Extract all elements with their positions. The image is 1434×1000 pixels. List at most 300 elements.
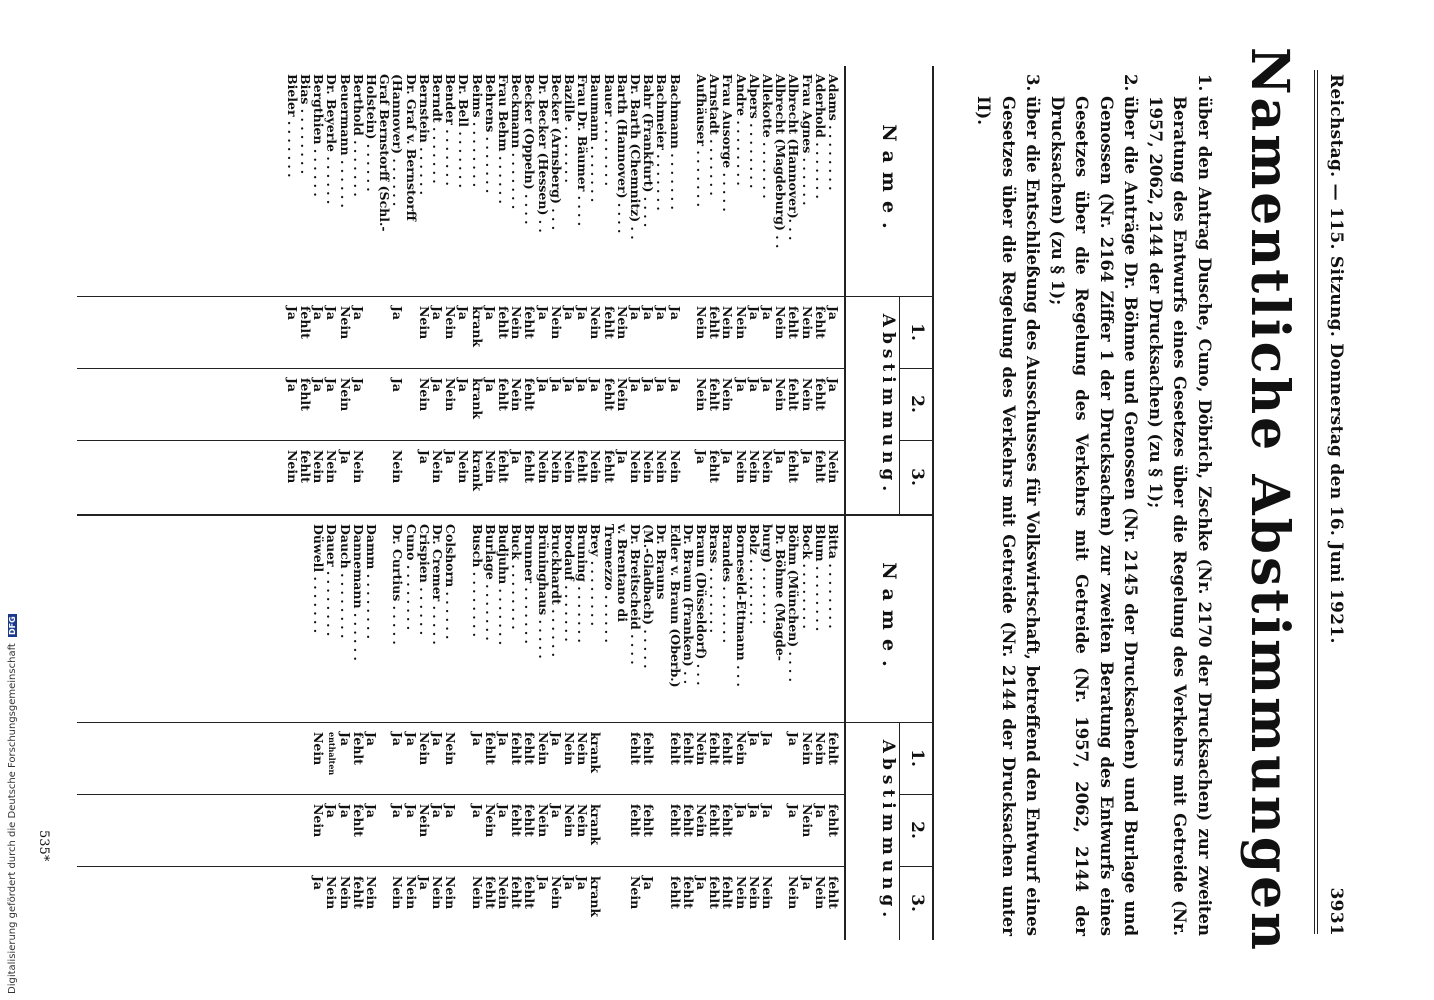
member-name: Dr. Bell . . . . . . . xyxy=(456,74,472,188)
vote-3-value: Ja xyxy=(416,876,432,891)
header-rule-2 xyxy=(1314,70,1315,934)
table-row xyxy=(655,66,668,514)
table-row xyxy=(761,516,774,940)
table-header xyxy=(844,516,932,940)
vote-topic-3 xyxy=(971,74,1045,936)
vote-2-value: fehlt xyxy=(707,378,723,411)
member-name: Busch . . . . . . . . xyxy=(469,524,485,638)
member-name: Bitta . . . . . . . . xyxy=(826,524,841,629)
member-name: Frau Agnes . . . . . . xyxy=(799,74,815,206)
member-name: Buck . . . . . . . . xyxy=(509,524,525,630)
vote-1-value: fehlt xyxy=(707,732,723,765)
member-name: Baumann . . . . . . . xyxy=(588,74,604,203)
table-row xyxy=(800,66,813,514)
vote-3-value: fehlt xyxy=(812,450,828,483)
table-row xyxy=(589,66,602,514)
table-row xyxy=(695,516,708,940)
member-name: Dr. Cremer . . . . . xyxy=(430,524,445,645)
member-name: Frau Ausorge . . . . . xyxy=(720,74,736,212)
vote-2-value: Ja xyxy=(324,804,340,819)
member-name: Dr. Curtius . . . . . xyxy=(390,524,406,645)
table-row xyxy=(497,516,510,940)
member-name: Beims . . . . . . . . xyxy=(469,74,485,188)
member-name: Bergthien . . . . . . xyxy=(311,74,327,197)
vote-2-value: Nein xyxy=(311,804,327,838)
vote-1-value: fehlt xyxy=(720,732,736,765)
member-name: (M.-Gladbach) . . . . . xyxy=(641,524,657,669)
vote-3-value: fehlt xyxy=(522,450,538,483)
table-row xyxy=(734,516,747,940)
vote-1-value: Ja xyxy=(575,306,591,321)
vote-1-value: Nein xyxy=(562,732,577,766)
vote-1-value: Ja xyxy=(337,732,353,747)
vote-1-value: fehlt xyxy=(680,732,696,765)
vote-2-value: Ja xyxy=(496,804,511,819)
vote-table-right xyxy=(77,514,934,940)
vote-3-value: Nein xyxy=(733,876,749,910)
vote-2-value: Nein xyxy=(694,804,709,838)
vote-1-value: Ja xyxy=(667,306,683,321)
vote-1-value: Nein xyxy=(337,306,353,340)
vote-1-value: fehlt xyxy=(522,306,538,339)
vote-1-value: Nein xyxy=(773,306,789,340)
vote-2-value: Nein xyxy=(337,378,353,412)
vote-2-value: Ja xyxy=(430,804,445,819)
vote-1-value: fehlt xyxy=(812,306,828,339)
member-name: Blum . . . . . . . . xyxy=(812,524,828,632)
table-row xyxy=(457,66,470,514)
vote-1-value: fehlt xyxy=(641,732,657,765)
digitization-credit xyxy=(7,614,18,994)
vote-topic-2 xyxy=(1045,74,1143,936)
member-name: Brüninghaus . . . . . xyxy=(535,524,551,659)
table-row xyxy=(536,516,549,940)
table-row xyxy=(814,66,827,514)
vote-column-header-2: 2. xyxy=(907,395,927,413)
table-row xyxy=(668,66,681,514)
table-row xyxy=(523,516,536,940)
vote-2-value: fehlt xyxy=(298,378,313,411)
member-name: Frau Dr. Bäumer . . . . xyxy=(575,74,591,227)
vote-2-value: Nein xyxy=(416,804,432,838)
vote-1-value: Nein xyxy=(694,732,709,766)
member-name: Bahr (Frankfurt) . . . . xyxy=(641,74,657,228)
vote-1-value: fehlt xyxy=(628,732,643,765)
vote-3-value: Nein xyxy=(430,450,445,484)
vote-2-value: Ja xyxy=(733,378,749,393)
vote-2-value: Nein xyxy=(562,804,577,838)
vote-3-value: fehlt xyxy=(350,876,366,909)
vote-2-value: Nein xyxy=(535,804,551,838)
table-row xyxy=(787,516,800,940)
member-name: Becker (Oppeln) . . . . xyxy=(522,74,538,225)
vote-1-value: Ja xyxy=(456,306,472,321)
vote-3-value: Ja xyxy=(641,876,657,891)
vote-3-value: fehlt xyxy=(496,450,511,483)
vote-2-value: Ja xyxy=(364,804,379,819)
vote-1-value: Nein xyxy=(720,306,736,340)
member-name: Behrens . . . . . . . xyxy=(482,74,498,194)
vote-3-value: fehlt xyxy=(482,876,498,909)
table-row xyxy=(404,516,417,940)
member-name: Dr. Barth (Chemnitz) . . xyxy=(628,74,643,240)
vote-3-value: fehlt xyxy=(667,876,683,909)
member-name: Bachmeier . . . . . . . xyxy=(654,74,670,211)
vote-1-value: fehlt xyxy=(522,732,538,765)
vote-2-value: Ja xyxy=(746,378,762,393)
table-row xyxy=(325,516,338,940)
member-name: (Hannover) . . . . . . xyxy=(390,74,406,207)
table-row xyxy=(827,66,840,514)
table-row xyxy=(338,66,351,514)
vote-2-value: Ja xyxy=(654,378,670,393)
vote-column-header-3: 3. xyxy=(907,468,927,486)
table-body xyxy=(77,516,846,940)
table-row xyxy=(682,516,695,940)
table-row xyxy=(827,516,840,940)
vote-1-value: Nein xyxy=(548,306,564,340)
vote-topic-list xyxy=(971,74,1216,936)
table-row xyxy=(563,516,576,940)
vote-1-value: Ja xyxy=(826,306,841,321)
vote-1-value: fehlt xyxy=(601,306,617,339)
vote-2-value: fehlt xyxy=(786,378,802,411)
vote-2-value: fehlt xyxy=(720,804,736,837)
vote-3-value: Ja xyxy=(799,450,815,465)
vote-2-value: fehlt xyxy=(522,804,538,837)
vote-3-value: Ja xyxy=(799,876,815,891)
vote-2-value: Nein xyxy=(694,378,709,412)
table-row xyxy=(550,66,563,514)
vote-topic-text: über die Entschließung des Ausschusses für Volkswirtschaft, betreffend den Entwurf eines Gesetzes über die Regelung des Verkehrs mit Getreide (Nr. 2144 der Drucksachen unter II). xyxy=(974,96,1043,936)
credit-text: Digitalisierung gefördert durch die Deutsche Forschungsgemeinschaft xyxy=(7,643,18,994)
table-row xyxy=(721,516,734,940)
member-name: Braun (Düsseldorf) . . . xyxy=(694,524,709,686)
vote-2-value: Ja xyxy=(350,378,366,393)
vote-1-value: fehlt xyxy=(350,732,366,765)
member-name: Aderhold . . . . . . . xyxy=(812,74,828,199)
table-row xyxy=(312,516,325,940)
running-head xyxy=(1324,74,1346,936)
member-name: Bruning . . . . . . . xyxy=(575,524,591,643)
vote-1-value: Ja xyxy=(760,306,775,321)
vote-1-value: Nein xyxy=(799,732,815,766)
member-name: v. Brentano di xyxy=(614,524,630,623)
vote-2-value: fehlt xyxy=(509,804,525,837)
table-row xyxy=(418,516,431,940)
vote-2-value: Nein xyxy=(509,378,525,412)
vote-topic-number: 3. xyxy=(1023,74,1043,92)
table-row xyxy=(602,516,615,940)
vote-3-value: Nein xyxy=(535,450,551,484)
member-name: Brunner . . . . . . . xyxy=(522,524,538,644)
vote-3-value: fehlt xyxy=(720,876,736,909)
vote-3-value: Nein xyxy=(324,876,340,910)
member-name: Böhm (München) . . . . xyxy=(786,524,802,682)
signature-mark: 535* xyxy=(36,830,51,862)
table-row xyxy=(629,516,642,940)
table-row xyxy=(550,516,563,940)
vote-2-value: Ja xyxy=(786,804,802,819)
table-row xyxy=(312,66,325,514)
table-row xyxy=(536,66,549,514)
vote-3-value: Ja xyxy=(443,450,459,465)
vote-2-value: Ja xyxy=(812,804,828,819)
vote-2-value: fehlt xyxy=(601,378,617,411)
table-row xyxy=(734,66,747,514)
vote-1-value: Ja xyxy=(628,306,643,321)
vote-2-value: Ja xyxy=(588,378,604,393)
vote-2-value: Ja xyxy=(535,378,551,393)
vote-2-value: fehlt xyxy=(350,804,366,837)
member-name: Bender . . . . . . . xyxy=(443,74,459,186)
member-name: Düwell . . . . . . . xyxy=(311,524,327,634)
table-row xyxy=(721,66,734,514)
member-name: Burlage . . . . . . . xyxy=(482,524,498,641)
vote-3-value: Nein xyxy=(562,450,577,484)
vote-3-value: Nein xyxy=(390,450,406,484)
vote-1-value: Ja xyxy=(562,306,577,321)
table-row xyxy=(523,66,536,514)
member-name: Beuermann . . . . . . xyxy=(337,74,353,208)
vote-2-value: Ja xyxy=(548,804,564,819)
table-row xyxy=(286,66,299,514)
vote-2-value: Ja xyxy=(443,804,459,819)
member-name: Budjuhn . . . . . . . xyxy=(496,524,511,646)
vote-3-value: Nein xyxy=(548,450,564,484)
table-row xyxy=(708,66,721,514)
name-column-header: Name. xyxy=(878,562,900,676)
vote-table-left xyxy=(77,66,934,514)
member-name: Dr. Beyerle . . . . . . xyxy=(324,74,340,205)
vote-3-value: Ja xyxy=(694,876,709,891)
table-row xyxy=(378,516,391,940)
vote-1-value: fehlt xyxy=(707,306,723,339)
vote-topic-number: 1. xyxy=(1195,74,1214,92)
table-row xyxy=(470,516,483,940)
member-name: Dauch . . . . . . . . xyxy=(337,524,353,639)
vote-2-value: Ja xyxy=(469,804,485,819)
vote-3-value: Nein xyxy=(496,876,511,910)
member-name: Berthold . . . . . . . xyxy=(350,74,366,197)
vote-1-value: Nein xyxy=(443,306,459,340)
vote-2-value: Nein xyxy=(799,804,815,838)
vote-2-value: Nein xyxy=(443,378,459,412)
vote-2-value: Ja xyxy=(760,804,775,819)
table-row xyxy=(668,516,681,940)
member-name: Bruckhardt . . . . . . xyxy=(548,524,564,658)
vote-3-value: Ja xyxy=(535,876,551,891)
vote-3-value: fehlt xyxy=(707,450,723,483)
table-row xyxy=(484,516,497,940)
vote-3-value: Nein xyxy=(746,876,762,910)
vote-2-value: fehlt xyxy=(812,378,828,411)
vote-3-value: Nein xyxy=(628,450,643,484)
vote-2-value: Ja xyxy=(667,378,683,393)
member-name: Brodauf . . . . . . . xyxy=(562,524,577,642)
vote-1-value: fehlt xyxy=(667,732,683,765)
vote-1-value: krank xyxy=(588,732,604,774)
member-name: Tremezzo . . . . . . xyxy=(601,524,617,643)
vote-2-value: Ja xyxy=(826,378,841,393)
member-name: burg) . . . . . . . xyxy=(760,524,775,624)
table-row xyxy=(576,516,589,940)
table-row xyxy=(431,516,444,940)
vote-2-value: krank xyxy=(469,378,485,420)
table-row xyxy=(365,516,378,940)
vote-3-value: Nein xyxy=(733,450,749,484)
vote-1-value: Ja xyxy=(548,732,564,747)
vote-1-value: Nein xyxy=(416,732,432,766)
table-row xyxy=(391,516,404,940)
vote-1-value: Nein xyxy=(588,306,604,340)
vote-1-value: fehlt xyxy=(298,306,313,339)
table-row xyxy=(655,516,668,940)
table-row xyxy=(404,66,417,514)
vote-3-value: Nein xyxy=(311,450,327,484)
vote-3-value: Nein xyxy=(403,876,419,910)
table-row xyxy=(682,66,695,514)
vote-column-header-1: 1. xyxy=(907,749,927,767)
member-name: Becker (Arnsberg) . . . xyxy=(548,74,564,231)
vote-3-value: Nein xyxy=(324,450,340,484)
vote-column-header-3: 3. xyxy=(907,894,927,912)
vote-2-value: fehlt xyxy=(496,378,511,411)
vote-1-value: Ja xyxy=(760,732,775,747)
table-row xyxy=(457,516,470,940)
vote-1-value: Nein xyxy=(311,732,327,766)
vote-3-value: fehlt xyxy=(575,450,591,483)
table-row xyxy=(748,516,761,940)
vote-3-value: fehlt xyxy=(522,876,538,909)
table-row xyxy=(602,66,615,514)
abstimmung-header: Abstimmung. xyxy=(877,722,900,940)
vote-3-value: Nein xyxy=(430,876,445,910)
member-name: Dannemann . . . . . . xyxy=(350,524,366,661)
vote-2-value: Ja xyxy=(575,378,591,393)
member-name: Damm . . . . . . . . xyxy=(364,524,379,640)
vote-1-value: Ja xyxy=(482,306,498,321)
vote-3-value: Nein xyxy=(284,450,300,484)
table-row xyxy=(325,66,338,514)
vote-1-value: Nein xyxy=(509,306,525,340)
vote-3-value: Ja xyxy=(337,450,353,465)
vote-topic-number: 2. xyxy=(1121,74,1141,92)
vote-3-value: fehlt xyxy=(680,876,696,909)
vote-2-value: Ja xyxy=(284,378,300,393)
vote-3-value: fehlt xyxy=(786,450,802,483)
table-row xyxy=(444,516,457,940)
vote-2-value: fehlt xyxy=(667,804,683,837)
table-row xyxy=(589,516,602,940)
vote-1-value: Ja xyxy=(390,306,406,321)
table-row xyxy=(787,66,800,514)
vote-3-value: Nein xyxy=(826,450,841,484)
vote-2-value: Ja xyxy=(733,804,749,819)
member-name: Edler v. Braun (Oberb.) xyxy=(667,524,683,688)
vote-2-value: Ja xyxy=(337,804,353,819)
vote-1-value: Ja xyxy=(350,306,366,321)
vote-3-value: Ja xyxy=(720,450,736,465)
vote-3-value: Ja xyxy=(562,876,577,891)
member-name: Bias . . . . . . . . xyxy=(298,74,313,175)
vote-2-value: Nein xyxy=(773,378,789,412)
vote-3-value: Nein xyxy=(469,876,485,910)
vote-1-value: Nein xyxy=(733,732,749,766)
member-name: Dr. Braun (Franken) . . xyxy=(680,524,696,685)
member-name: Bolz . . . . . . . . xyxy=(746,524,762,625)
table-row xyxy=(299,66,312,514)
vote-2-value: krank xyxy=(588,804,604,846)
vote-1-value: Ja xyxy=(786,732,802,747)
member-name: Holstein) . . . . . . xyxy=(364,74,379,192)
member-name: Brandes . . . . . . . xyxy=(720,524,736,643)
vote-2-value: fehlt xyxy=(826,804,841,837)
table-row xyxy=(695,66,708,514)
vote-1-value: Ja xyxy=(364,732,379,747)
vote-3-value: Nein xyxy=(760,876,775,910)
name-column-header: Name. xyxy=(878,124,900,238)
member-name: Barth (Hannover) . . . . xyxy=(614,74,630,234)
vote-2-value: Ja xyxy=(390,378,406,393)
vote-3-value: Nein xyxy=(667,450,683,484)
vote-2-value: Ja xyxy=(456,378,472,393)
table-row xyxy=(576,66,589,514)
vote-3-value: Nein xyxy=(641,450,657,484)
vote-3-value: Nein xyxy=(390,876,406,910)
vote-1-value: fehlt xyxy=(509,732,525,765)
vote-column-header-1: 1. xyxy=(907,323,927,341)
member-name: Graf Bernstorff (Schl.- xyxy=(377,74,393,232)
table-row xyxy=(616,516,629,940)
vote-1-value: Nein xyxy=(416,306,432,340)
member-name: Berndt . . . . . . . xyxy=(430,74,445,184)
vote-2-value: Ja xyxy=(760,378,775,393)
member-name: Dr. Böhme (Magde- xyxy=(773,524,789,661)
dfg-logo: DFG xyxy=(8,616,17,635)
vote-3-value: Nein xyxy=(350,450,366,484)
vote-3-value: fehlt xyxy=(707,876,723,909)
vote-1-value: Ja xyxy=(641,306,657,321)
member-name: Aufhäuser . . . . . . . xyxy=(694,74,709,207)
member-name: Colshorn . . . . . . xyxy=(443,524,459,640)
vote-1-value: krank xyxy=(469,306,485,348)
member-name: Bazille . . . . . . . xyxy=(562,74,577,183)
vote-1-value: Nein xyxy=(535,732,551,766)
vote-2-value: fehlt xyxy=(522,378,538,411)
vote-2-value: Nein xyxy=(614,378,630,412)
vote-1-value: Nein xyxy=(812,732,828,766)
vote-1-value: Nein xyxy=(694,306,709,340)
vote-2-value: Ja xyxy=(390,804,406,819)
member-name: Dr. Breitscheid . . . . xyxy=(628,524,643,665)
member-name: Alpers . . . . . . . . xyxy=(746,74,762,189)
member-name: Brey . . . . . . . . xyxy=(588,524,604,626)
vote-1-value: Ja xyxy=(746,732,762,747)
vote-1-value: Nein xyxy=(733,306,749,340)
member-name: Allekotte . . . . . . . xyxy=(760,74,775,199)
table-row xyxy=(510,66,523,514)
vote-3-value: fehlt xyxy=(601,450,617,483)
vote-topic-text: über den Antrag Dusche, Cuno, Döbrich, Zschke (Nr. 2170 der Drucksachen) zur zweiten Beratung des Entwurfs eines Gesetzes über die Regelung des Verkehrs mit Getreide (Nr. 1957, 2062, 2144 der Drucksachen) (zu § 1); xyxy=(1146,96,1214,936)
vote-1-value: Ja xyxy=(403,732,419,747)
vote-topic-1 xyxy=(1143,74,1217,936)
vote-3-value: Ja xyxy=(575,876,591,891)
table-row xyxy=(378,66,391,514)
vote-3-value: Nein xyxy=(628,876,643,910)
table-row xyxy=(338,516,351,940)
credit-strip xyxy=(4,0,20,1000)
